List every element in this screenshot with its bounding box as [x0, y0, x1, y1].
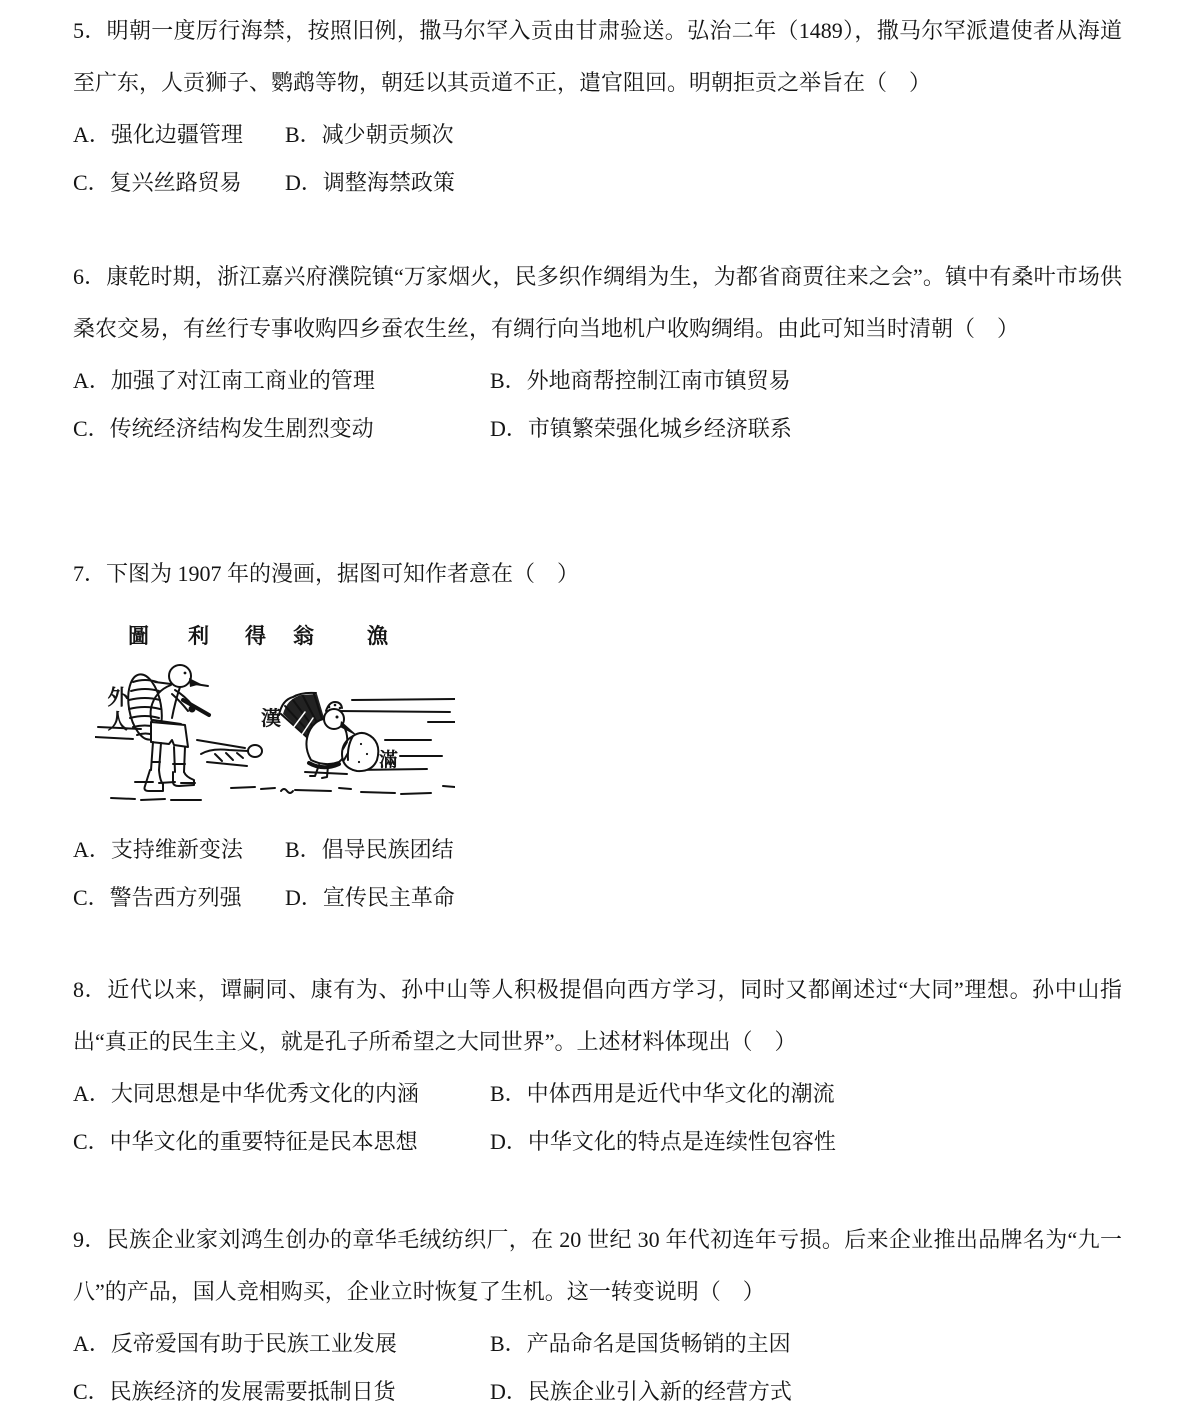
option-row [73, 1320, 1122, 1368]
question-7-option-c: C．警告西方列强 [73, 885, 242, 910]
question-9-option-c: C．民族经济的发展需要抵制日货 [73, 1379, 396, 1404]
question-5-options [73, 111, 1122, 207]
question-7-stem: 7．下图为 1907 年的漫画，据图可知作者意在（ ） [73, 561, 580, 586]
question-7-option-b: B．倡导民族团结 [285, 837, 454, 862]
question-6-option-c: C．传统经济结构发生剧烈变动 [73, 416, 374, 441]
question-8-stem: 8．近代以来，谭嗣同、康有为、孙中山等人积极提倡向西方学习，同时又都阐述过“大同”理想。孙中山指出“真正的民生主义，就是孔子所希望之大同世界”。上述材料体现出（ ） [73, 977, 1122, 1054]
option-row [73, 357, 1122, 405]
question-6-option-b: B．外地商帮控制江南市镇贸易 [490, 368, 791, 393]
question-8-option-a: A．大同思想是中华优秀文化的内涵 [73, 1081, 419, 1106]
ground-net [201, 745, 262, 766]
question-8 [73, 964, 1122, 1166]
question-5-option-a: A．强化边疆管理 [73, 122, 243, 147]
question-8-option-c: C．中华文化的重要特征是民本思想 [73, 1129, 418, 1154]
question-9-option-a: A．反帝爱国有助于民族工业发展 [73, 1331, 397, 1356]
question-6 [73, 251, 1122, 453]
option-row [73, 111, 1122, 159]
cartoon-title-char: 利 [188, 624, 209, 648]
question-5 [73, 5, 1122, 207]
question-5-option-b: B．减少朝贡频次 [285, 122, 454, 147]
question-6-option-d: D．市镇繁荣强化城乡经济联系 [490, 416, 792, 441]
question-7 [73, 548, 1122, 922]
option-row [73, 1368, 1122, 1416]
question-7-options [73, 826, 1122, 922]
cartoon-label-man: 滿 [379, 750, 399, 771]
question-6-stem: 6．康乾时期，浙江嘉兴府濮院镇“万家烟火，民多织作绸绢为生，为都省商贾往来之会”。镇中有桑叶市场供桑农交易，有丝行专事收购四乡蚕农生丝，有绸行向当地机户收购绸绢。由此可知当时清朝（ ） [73, 264, 1122, 341]
question-8-option-d: D．中华文化的特点是连续性包容性 [490, 1129, 836, 1154]
question-9-stem: 9．民族企业家刘鸿生创办的章华毛绒纺织厂，在 20 世纪 30 年代初连年亏损。后来企业推出品牌名为“九一八”的产品，国人竞相购买，企业立时恢复了生机。这一转变说明（ ） [73, 1227, 1122, 1304]
question-5-stem: 5．明朝一度厉行海禁，按照旧例，撒马尔罕入贡由甘肃验送。弘治二年（1489），撒马尔罕派遣使者从海道至广东，人贡狮子、鹦鹉等物，朝廷以其贡道不正，遣官阻回。明朝拒贡之举旨在（ ） [73, 18, 1122, 95]
cartoon-label-foreigner: 外人 [105, 686, 129, 734]
cartoon-title-char: 得 [245, 624, 266, 648]
option-row [73, 159, 1122, 207]
question-7-option-a: A．支持维新变法 [73, 837, 243, 862]
cartoon-label-han: 漢 [261, 708, 281, 730]
question-8-option-b: B．中体西用是近代中华文化的潮流 [490, 1081, 835, 1106]
question-6-option-a: A．加强了对江南工商业的管理 [73, 368, 375, 393]
question-9-options [73, 1320, 1122, 1416]
question-7-option-d: D．宣传民主革命 [285, 885, 455, 910]
cartoon-figure [95, 614, 455, 808]
option-row [73, 826, 1122, 874]
cartoon-title-char: 漁 [367, 624, 388, 648]
question-5-option-c: C．复兴丝路贸易 [73, 170, 242, 195]
question-9-option-b: B．产品命名是国货畅销的主因 [490, 1331, 791, 1356]
option-row [73, 1070, 1122, 1118]
cartoon-title-char: 圖 [128, 624, 149, 648]
cartoon-title-char: 翁 [293, 624, 314, 648]
question-6-options [73, 357, 1122, 453]
option-row [73, 1118, 1122, 1166]
question-5-option-d: D．调整海禁政策 [285, 170, 455, 195]
question-8-options [73, 1070, 1122, 1166]
option-row [73, 874, 1122, 922]
option-row [73, 405, 1122, 453]
question-9 [73, 1214, 1122, 1416]
fisherman-figure [124, 665, 209, 791]
question-9-option-d: D．民族企业引入新的经营方式 [490, 1379, 792, 1404]
